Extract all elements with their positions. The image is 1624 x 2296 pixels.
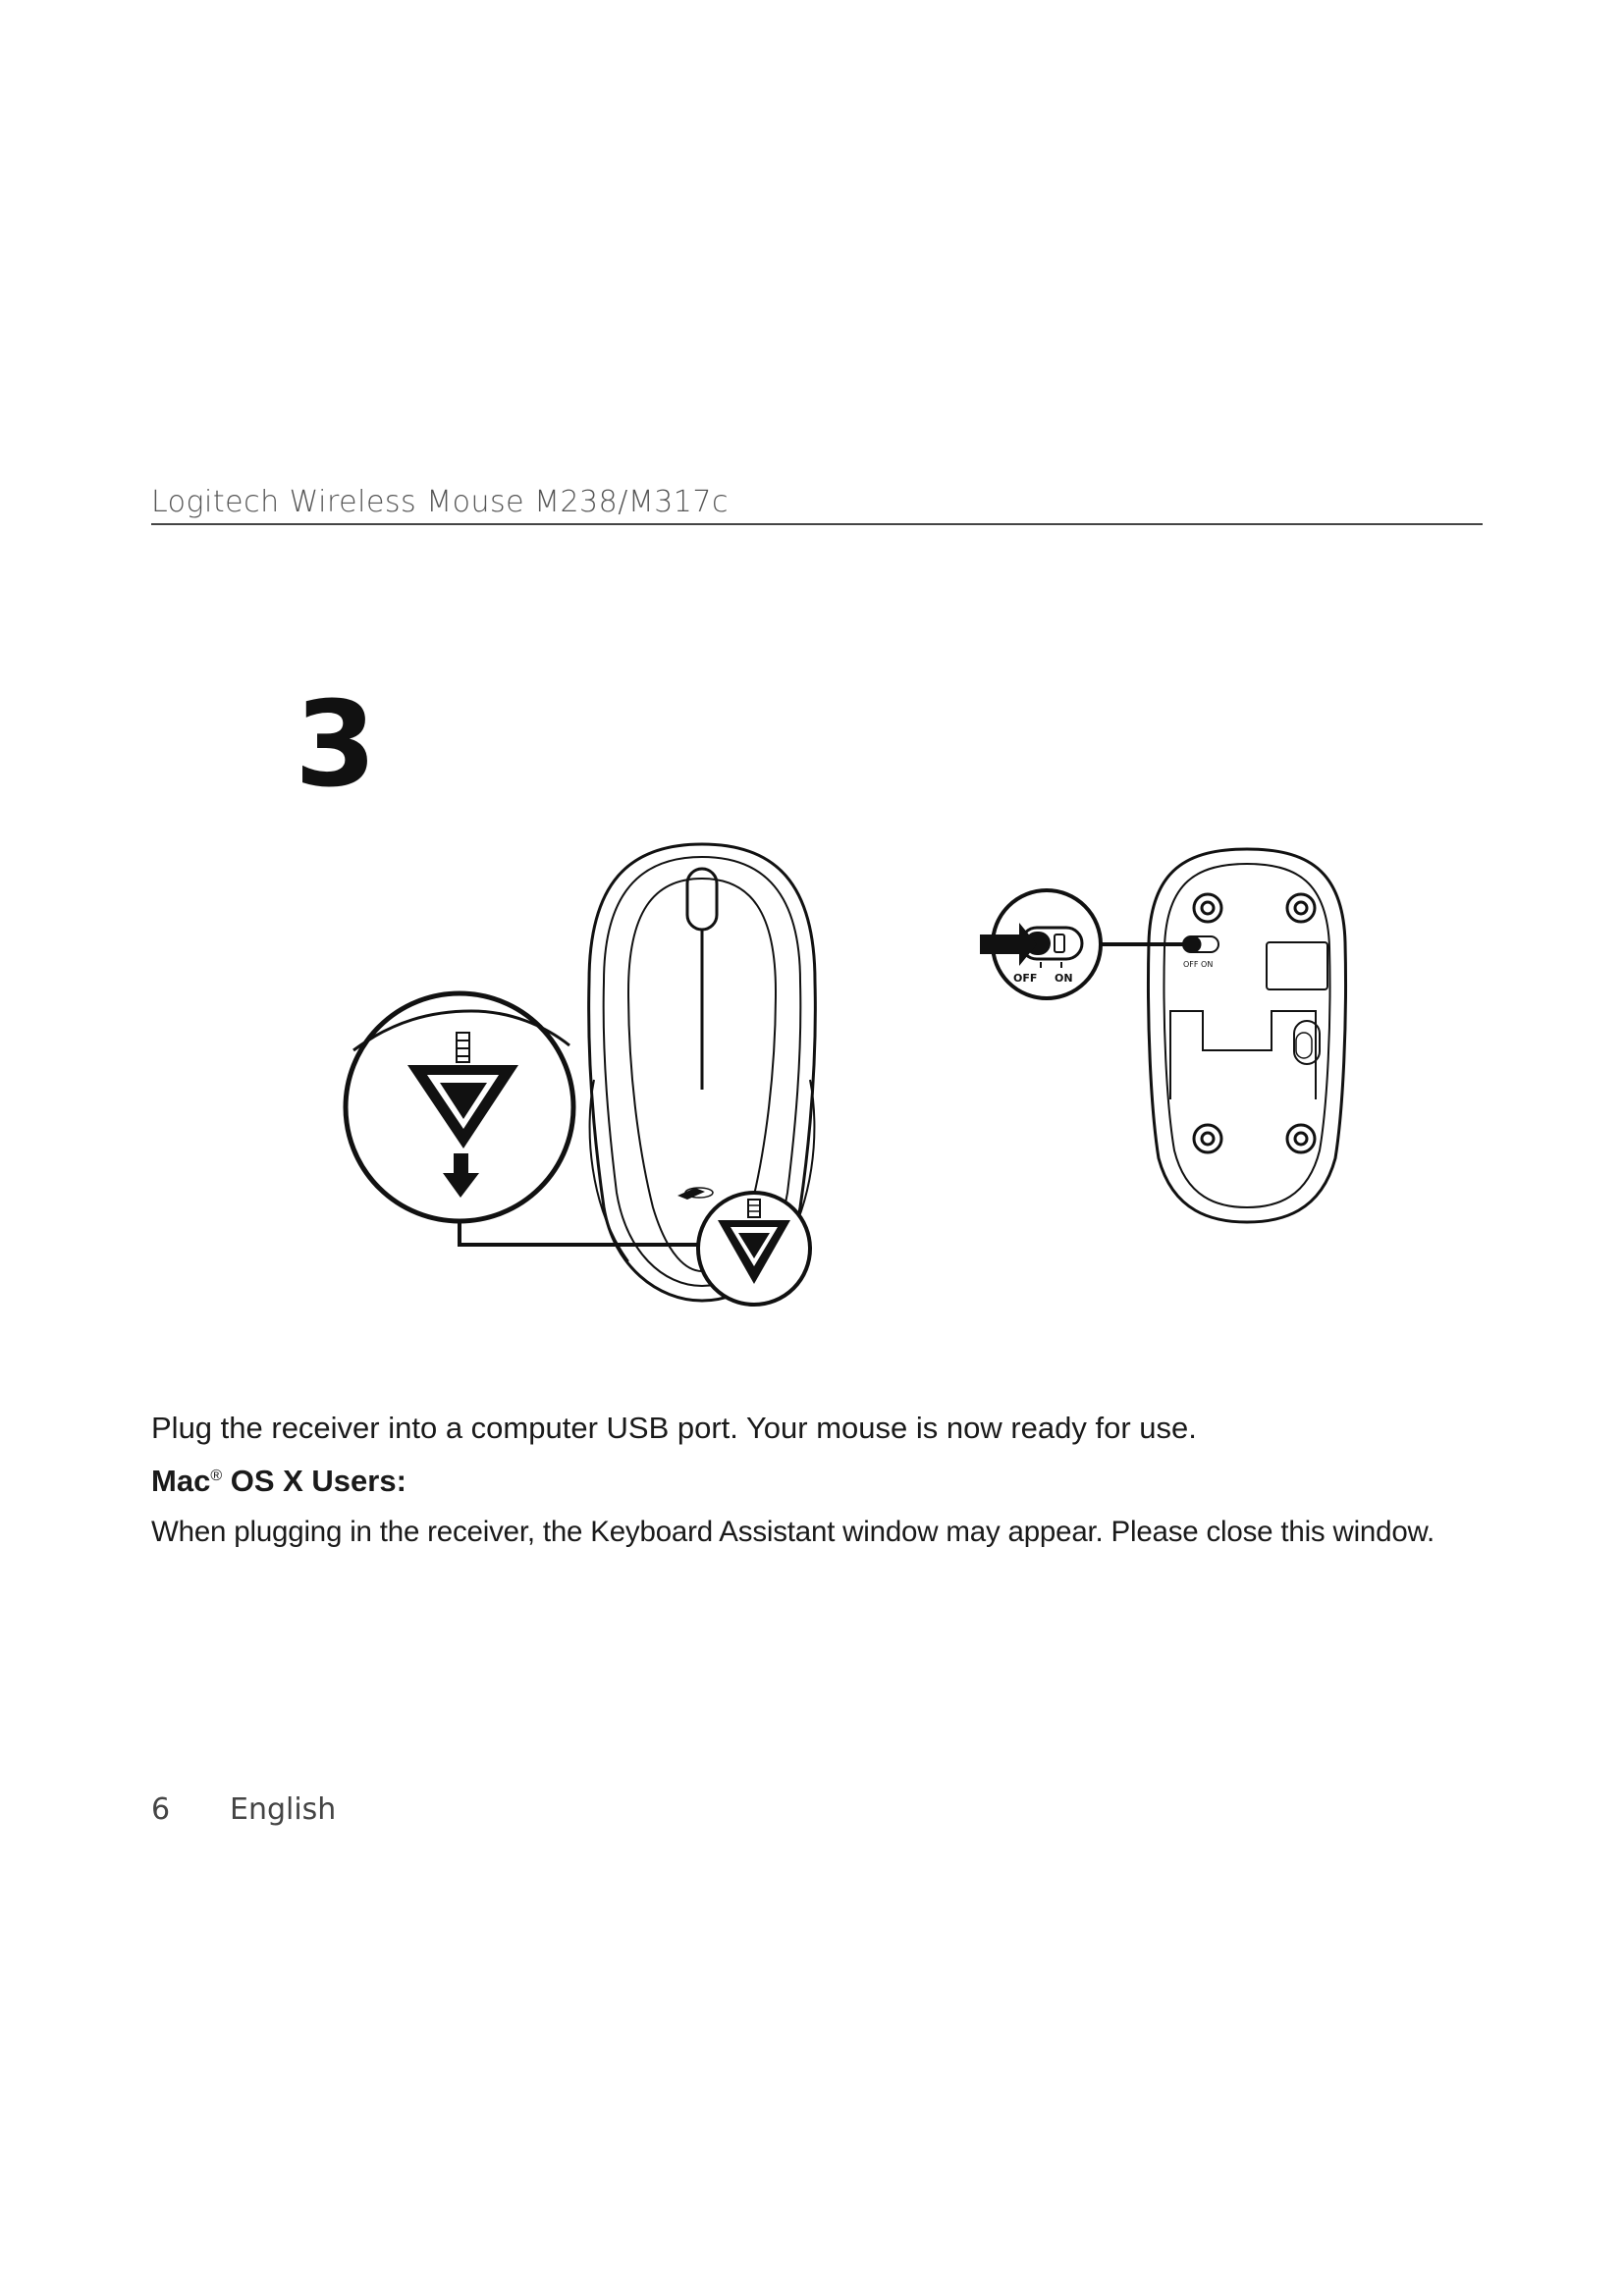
header-title: Logitech Wireless Mouse M238/M317c xyxy=(151,485,729,519)
switch-label-on: ON xyxy=(1055,972,1073,985)
instruction-text: Plug the receiver into a computer USB port. Your mouse is now ready for use. xyxy=(151,1411,1197,1445)
receiver-slot-zoom xyxy=(698,1193,810,1305)
power-switch-zoom xyxy=(980,890,1101,998)
receiver-insert-zoom xyxy=(346,993,573,1221)
switch-label-off: OFF xyxy=(1013,972,1038,985)
mouse-bottom-view xyxy=(1100,849,1346,1222)
mac-heading-suffix: OS X Users: xyxy=(222,1464,406,1498)
switch-label-small: OFF ON xyxy=(1183,960,1214,969)
page-language: English xyxy=(230,1792,337,1827)
mac-users-note: When plugging in the receiver, the Keyboard Assistant window may appear. Please close this window. xyxy=(151,1516,1435,1548)
page-number: 6 xyxy=(151,1792,171,1827)
mac-heading-prefix: Mac xyxy=(151,1464,211,1498)
step-number: 3 xyxy=(295,677,377,814)
registered-mark: ® xyxy=(210,1468,223,1484)
mac-users-heading xyxy=(151,1464,406,1499)
